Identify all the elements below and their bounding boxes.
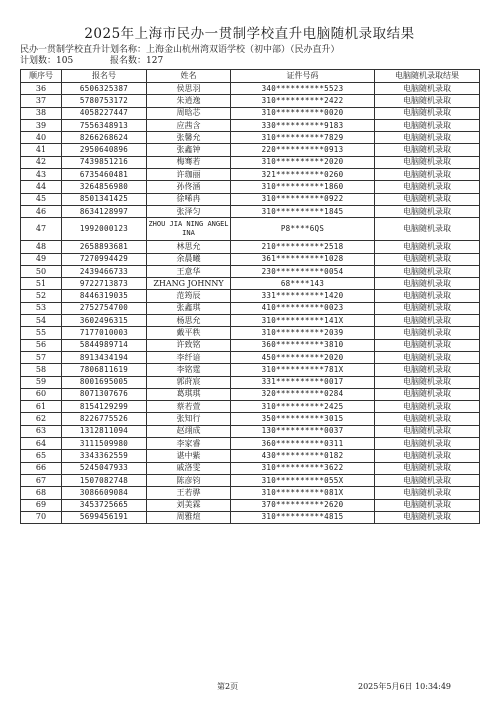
registration-no-cell: 3264856980 xyxy=(62,181,147,193)
result-cell: 电脑随机录取 xyxy=(375,462,480,474)
name-cell: ZHANG JOHNNY xyxy=(147,278,231,290)
id-number-cell: 310**********2422 xyxy=(231,95,375,107)
order-cell: 62 xyxy=(21,413,62,425)
order-cell: 39 xyxy=(21,119,62,131)
registration-no-cell: 7439851216 xyxy=(62,156,147,168)
order-cell: 37 xyxy=(21,95,62,107)
name-cell: 张知行 xyxy=(147,413,231,425)
name-cell: 张馨允 xyxy=(147,132,231,144)
order-cell: 38 xyxy=(21,107,62,119)
order-cell: 52 xyxy=(21,290,62,302)
result-cell: 电脑随机录取 xyxy=(375,401,480,413)
registration-no-cell: 3343362559 xyxy=(62,450,147,462)
order-cell: 58 xyxy=(21,364,62,376)
order-cell: 36 xyxy=(21,83,62,95)
id-number-cell: 370**********2620 xyxy=(231,499,375,511)
result-cell: 电脑随机录取 xyxy=(375,132,480,144)
name-cell: 戚洛雯 xyxy=(147,462,231,474)
order-cell: 67 xyxy=(21,474,62,486)
registration-no-cell: 8071307676 xyxy=(62,388,147,400)
result-cell: 电脑随机录取 xyxy=(375,315,480,327)
id-number-cell: 310**********0922 xyxy=(231,193,375,205)
table-row xyxy=(21,156,480,168)
order-cell: 43 xyxy=(21,169,62,181)
table-row xyxy=(21,132,480,144)
name-cell: 蔡若萱 xyxy=(147,401,231,413)
registration-no-cell: 8501341425 xyxy=(62,193,147,205)
result-cell: 电脑随机录取 xyxy=(375,290,480,302)
name-cell: 徐唏冉 xyxy=(147,193,231,205)
plan-count: 计划数：105 xyxy=(20,56,74,66)
apply-count: 报名数：127 xyxy=(110,56,164,66)
order-cell: 40 xyxy=(21,132,62,144)
table-row xyxy=(21,425,480,437)
table-row xyxy=(21,278,480,290)
plan-name: 民办一贯制学校直升计划名称：上海金山杭州湾双语学校（初中部）（民办直升） xyxy=(20,45,340,55)
registration-no-cell: 8001695005 xyxy=(62,376,147,388)
registration-no-cell: 5245047933 xyxy=(62,462,147,474)
result-cell: 电脑随机录取 xyxy=(375,474,480,486)
registration-no-cell: 5699456191 xyxy=(62,511,147,523)
name-cell: 刘美霖 xyxy=(147,499,231,511)
name-cell: 应茜含 xyxy=(147,119,231,131)
table-row xyxy=(21,376,480,388)
table-row xyxy=(21,95,480,107)
registration-no-cell: 8154129299 xyxy=(62,401,147,413)
order-cell: 59 xyxy=(21,376,62,388)
name-cell: 王若骅 xyxy=(147,487,231,499)
order-cell: 51 xyxy=(21,278,62,290)
id-number-cell: 310**********781X xyxy=(231,364,375,376)
id-number-cell: 310**********3622 xyxy=(231,462,375,474)
result-cell: 电脑随机录取 xyxy=(375,95,480,107)
name-cell: 谌中紫 xyxy=(147,450,231,462)
result-cell: 电脑随机录取 xyxy=(375,241,480,253)
name-cell: 周雅煊 xyxy=(147,511,231,523)
order-cell: 68 xyxy=(21,487,62,499)
result-cell: 电脑随机录取 xyxy=(375,450,480,462)
order-cell: 48 xyxy=(21,241,62,253)
id-number-cell: 310**********055X xyxy=(231,474,375,486)
id-number-cell: 310**********4815 xyxy=(231,511,375,523)
registration-no-cell: 5844989714 xyxy=(62,339,147,351)
result-cell: 电脑随机录取 xyxy=(375,499,480,511)
table-row xyxy=(21,144,480,156)
registration-no-cell: 2752754700 xyxy=(62,302,147,314)
registration-no-cell: 4058227447 xyxy=(62,107,147,119)
result-cell: 电脑随机录取 xyxy=(375,364,480,376)
table-row xyxy=(21,413,480,425)
registration-no-cell: 3086609084 xyxy=(62,487,147,499)
table-row xyxy=(21,193,480,205)
id-number-cell: 331**********0017 xyxy=(231,376,375,388)
name-cell: ZHOU JIA NING ANGELINA xyxy=(147,218,231,241)
header-result: 电脑随机录取结果 xyxy=(375,70,480,83)
order-cell: 61 xyxy=(21,401,62,413)
name-cell: 侯思羽 xyxy=(147,83,231,95)
registration-no-cell: 1992000123 xyxy=(62,218,147,241)
id-number-cell: 130**********0037 xyxy=(231,425,375,437)
header-id-number: 证件号码 xyxy=(231,70,375,83)
order-cell: 55 xyxy=(21,327,62,339)
id-number-cell: 360**********3810 xyxy=(231,339,375,351)
id-number-cell: 310**********1845 xyxy=(231,205,375,217)
table-body xyxy=(21,83,480,524)
registration-no-cell: 8226775526 xyxy=(62,413,147,425)
registration-no-cell: 7806811619 xyxy=(62,364,147,376)
admission-results-table xyxy=(20,69,480,524)
result-cell: 电脑随机录取 xyxy=(375,351,480,363)
table-row xyxy=(21,511,480,523)
registration-no-cell: 1507082748 xyxy=(62,474,147,486)
id-number-cell: 361**********1028 xyxy=(231,253,375,265)
id-number-cell: 450**********2020 xyxy=(231,351,375,363)
registration-no-cell: 1312811094 xyxy=(62,425,147,437)
result-cell: 电脑随机录取 xyxy=(375,107,480,119)
id-number-cell: 430**********0182 xyxy=(231,450,375,462)
registration-no-cell: 2439466733 xyxy=(62,265,147,277)
id-number-cell: 310**********2425 xyxy=(231,401,375,413)
id-number-cell: 331**********1420 xyxy=(231,290,375,302)
table-row xyxy=(21,388,480,400)
name-cell: 王意华 xyxy=(147,265,231,277)
name-cell: 葛琪琪 xyxy=(147,388,231,400)
result-cell: 电脑随机录取 xyxy=(375,181,480,193)
table-row xyxy=(21,339,480,351)
id-number-cell: 310**********141X xyxy=(231,315,375,327)
name-cell: 朱逍逸 xyxy=(147,95,231,107)
order-cell: 69 xyxy=(21,499,62,511)
generated-timestamp: 2025年5月6日 10:34:49 xyxy=(358,682,452,691)
page-number: 第2页 xyxy=(217,682,239,691)
name-cell: 李纤谙 xyxy=(147,351,231,363)
result-cell: 电脑随机录取 xyxy=(375,438,480,450)
name-cell: 杨思允 xyxy=(147,315,231,327)
table-header-row xyxy=(21,70,480,83)
registration-no-cell: 8446319035 xyxy=(62,290,147,302)
registration-no-cell: 5780753172 xyxy=(62,95,147,107)
order-cell: 42 xyxy=(21,156,62,168)
name-cell: 许致铭 xyxy=(147,339,231,351)
result-cell: 电脑随机录取 xyxy=(375,265,480,277)
name-cell: 陈彦钧 xyxy=(147,474,231,486)
order-cell: 47 xyxy=(21,218,62,241)
registration-no-cell: 7177010003 xyxy=(62,327,147,339)
result-cell: 电脑随机录取 xyxy=(375,119,480,131)
result-cell: 电脑随机录取 xyxy=(375,253,480,265)
order-cell: 49 xyxy=(21,253,62,265)
table-row xyxy=(21,265,480,277)
id-number-cell: 350**********3015 xyxy=(231,413,375,425)
name-cell: 梅骞若 xyxy=(147,156,231,168)
registration-no-cell: 9722713873 xyxy=(62,278,147,290)
page-title: 2025年上海市民办一贯制学校直升电脑随机录取结果 xyxy=(84,26,415,42)
name-cell: 周晗芯 xyxy=(147,107,231,119)
registration-no-cell: 7270994429 xyxy=(62,253,147,265)
name-cell: 戴平秩 xyxy=(147,327,231,339)
table-row xyxy=(21,327,480,339)
id-number-cell: 310**********2020 xyxy=(231,156,375,168)
result-cell: 电脑随机录取 xyxy=(375,487,480,499)
id-number-cell: 310**********7829 xyxy=(231,132,375,144)
result-cell: 电脑随机录取 xyxy=(375,205,480,217)
id-number-cell: 410**********0023 xyxy=(231,302,375,314)
result-cell: 电脑随机录取 xyxy=(375,83,480,95)
table-row xyxy=(21,401,480,413)
name-cell: 孙佟涵 xyxy=(147,181,231,193)
order-cell: 64 xyxy=(21,438,62,450)
order-cell: 44 xyxy=(21,181,62,193)
table-row xyxy=(21,119,480,131)
id-number-cell: 320**********0284 xyxy=(231,388,375,400)
order-cell: 57 xyxy=(21,351,62,363)
registration-no-cell: 3111509980 xyxy=(62,438,147,450)
table-row xyxy=(21,181,480,193)
result-cell: 电脑随机录取 xyxy=(375,339,480,351)
order-cell: 56 xyxy=(21,339,62,351)
table-row xyxy=(21,487,480,499)
order-cell: 54 xyxy=(21,315,62,327)
registration-no-cell: 2658893681 xyxy=(62,241,147,253)
result-cell: 电脑随机录取 xyxy=(375,388,480,400)
table-row xyxy=(21,253,480,265)
order-cell: 65 xyxy=(21,450,62,462)
name-cell: 张泽匀 xyxy=(147,205,231,217)
table-row xyxy=(21,315,480,327)
result-cell: 电脑随机录取 xyxy=(375,327,480,339)
result-cell: 电脑随机录取 xyxy=(375,169,480,181)
registration-no-cell: 8266268624 xyxy=(62,132,147,144)
table-row xyxy=(21,290,480,302)
order-cell: 50 xyxy=(21,265,62,277)
table-row xyxy=(21,302,480,314)
result-cell: 电脑随机录取 xyxy=(375,193,480,205)
table-row xyxy=(21,241,480,253)
id-number-cell: 220**********0913 xyxy=(231,144,375,156)
order-cell: 66 xyxy=(21,462,62,474)
table-row xyxy=(21,364,480,376)
registration-no-cell: 8634128997 xyxy=(62,205,147,217)
registration-no-cell: 6506325387 xyxy=(62,83,147,95)
table-row xyxy=(21,474,480,486)
registration-no-cell: 7556348913 xyxy=(62,119,147,131)
id-number-cell: 310**********0020 xyxy=(231,107,375,119)
id-number-cell: 230**********0054 xyxy=(231,265,375,277)
id-number-cell: 321**********0260 xyxy=(231,169,375,181)
id-number-cell: 210**********2518 xyxy=(231,241,375,253)
header-registration-no: 报名号 xyxy=(62,70,147,83)
order-cell: 53 xyxy=(21,302,62,314)
name-cell: 余晨曦 xyxy=(147,253,231,265)
result-cell: 电脑随机录取 xyxy=(375,511,480,523)
table-row xyxy=(21,462,480,474)
header-order: 顺序号 xyxy=(21,70,62,83)
name-cell: 赵翊成 xyxy=(147,425,231,437)
result-cell: 电脑随机录取 xyxy=(375,156,480,168)
table-row xyxy=(21,438,480,450)
name-cell: 李铭霆 xyxy=(147,364,231,376)
table-row xyxy=(21,83,480,95)
order-cell: 60 xyxy=(21,388,62,400)
result-cell: 电脑随机录取 xyxy=(375,376,480,388)
name-cell: 张鑫琪 xyxy=(147,302,231,314)
name-cell: 张鑫钟 xyxy=(147,144,231,156)
result-cell: 电脑随机录取 xyxy=(375,218,480,241)
table-row xyxy=(21,450,480,462)
result-cell: 电脑随机录取 xyxy=(375,425,480,437)
order-cell: 70 xyxy=(21,511,62,523)
id-number-cell: 310**********2039 xyxy=(231,327,375,339)
table-row xyxy=(21,205,480,217)
order-cell: 46 xyxy=(21,205,62,217)
name-cell: 范筠辰 xyxy=(147,290,231,302)
result-cell: 电脑随机录取 xyxy=(375,144,480,156)
plan-counts xyxy=(20,56,163,67)
table-row xyxy=(21,218,480,241)
table-row xyxy=(21,499,480,511)
id-number-cell: 68****143 xyxy=(231,278,375,290)
id-number-cell: 330**********9183 xyxy=(231,119,375,131)
result-cell: 电脑随机录取 xyxy=(375,302,480,314)
result-cell: 电脑随机录取 xyxy=(375,413,480,425)
registration-no-cell: 3453725665 xyxy=(62,499,147,511)
registration-no-cell: 6735460481 xyxy=(62,169,147,181)
table-row xyxy=(21,351,480,363)
registration-no-cell: 3602496315 xyxy=(62,315,147,327)
header-name: 姓名 xyxy=(147,70,231,83)
id-number-cell: 310**********081X xyxy=(231,487,375,499)
registration-no-cell: 8913434194 xyxy=(62,351,147,363)
name-cell: 李家睿 xyxy=(147,438,231,450)
order-cell: 63 xyxy=(21,425,62,437)
table-row xyxy=(21,169,480,181)
table-row xyxy=(21,107,480,119)
id-number-cell: 340**********5523 xyxy=(231,83,375,95)
order-cell: 45 xyxy=(21,193,62,205)
id-number-cell: P8****6QS xyxy=(231,218,375,241)
name-cell: 林思允 xyxy=(147,241,231,253)
result-cell: 电脑随机录取 xyxy=(375,278,480,290)
name-cell: 郭莳宸 xyxy=(147,376,231,388)
order-cell: 41 xyxy=(21,144,62,156)
id-number-cell: 360**********0311 xyxy=(231,438,375,450)
registration-no-cell: 2950640896 xyxy=(62,144,147,156)
name-cell: 许珈丽 xyxy=(147,169,231,181)
id-number-cell: 310**********1860 xyxy=(231,181,375,193)
